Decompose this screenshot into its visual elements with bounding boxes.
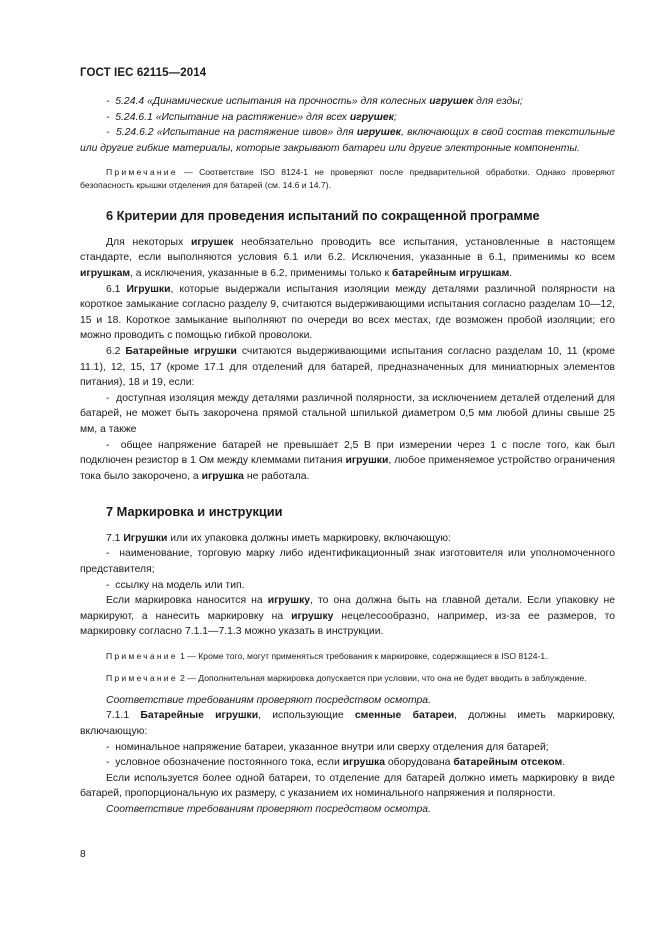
compliance-statement: Соответствие требованиям проверяют посредством осмотра.: [106, 694, 431, 706]
section-7-heading: 7 Маркировка и инструкции: [106, 504, 283, 520]
list-item: - условное обозначение постоянного тока, если игрушка оборудована батарейным отсеком.: [106, 757, 566, 769]
list-item: - 5.24.6.2 «Испытание на растяжение швов» для игрушек, включающих в свой состав текстильные или другие гибкие материалы, которые закрывают батареи или другие электронные компоненты.: [80, 127, 615, 154]
list-item: - 5.24.4 «Динамические испытания на прочность» для колесных игрушек для езды;: [106, 96, 523, 107]
paragraph: Для некоторых игрушек необязательно проводить все испытания, установленные в настоящем стандарте, если выполняются условия 6.1 или 6.2. Исключения, указанные в 6.1, применимы ко всем игрушкам, а исключения, указанные в 6.2, применимы только к батарейным игрушкам.: [80, 236, 615, 279]
list-item: - номинальное напряжение батареи, указанное внутри или сверху отделения для батарей;: [106, 741, 549, 753]
paragraph-7-1-1: 7.1.1 Батарейные игрушки, использующие сменные батареи, должны иметь маркировку, включающую:: [80, 710, 615, 738]
note: Примечание 2 — Дополнительная маркировка допускается при условии, что она не будет вводить в заблуждение.: [106, 673, 587, 684]
note: Примечание 1 — Кроме того, могут применяться требования к маркировке, содержащиеся в ISO 8124-1.: [106, 651, 548, 662]
list-item: - доступная изоляция между деталями различной полярности, за исключением деталей отделений для батарей, не может быть закорочена прямой стальной шпилькой диаметром 0,5 мм любой длины свыше 25 мм, а также: [80, 392, 616, 435]
paragraph-7-1: 7.1 Игрушки или их упаковка должны иметь маркировку, включающую:: [106, 532, 451, 544]
compliance-statement: Соответствие требованиям проверяют посредством осмотра.: [106, 804, 431, 815]
paragraph-6-2: 6.2 Батарейные игрушки считаются выдерживающими испытания согласно разделам 10, 11 (кроме 11.1), 12, 15, 17 (кроме 17.1 для отделений для батарей, предназначенных для миниатюрных элементов питания), 18 и 19, если:: [80, 345, 615, 389]
list-item: - ссылку на модель или тип.: [106, 579, 245, 591]
section-6-heading: 6 Критерии для проведения испытаний по сокращенной программе: [106, 208, 540, 224]
paragraph: Если используется более одной батареи, то отделение для батарей должно иметь маркировку в виде батарей, пропорциональную их размеру, с указанием их номинального напряжения и полярности.: [80, 772, 615, 800]
note: Примечание — Соответствие ISO 8124-1 не проверяют после предварительной обработки. Однако проверяют безопасность крышки отделения для батарей (см. 14.6 и 14.7).: [80, 167, 615, 190]
list-item: - наименование, торговую марку либо идентификационный знак изготовителя или уполномоченного представителя;: [80, 548, 615, 576]
paragraph: Если маркировка наносится на игрушку, то она должна быть на главной детали. Если упаковку не маркируют, а нанесить маркировку на игрушку нецелесообразно, например, из-за ее размеров, то маркировку согласно 7.1.1—7.1.3 можно указать в инструкции.: [80, 595, 616, 638]
list-item: - 5.24.6.1 «Испытание на растяжение» для всех игрушек;: [106, 111, 397, 123]
page-content: [80, 94, 615, 818]
page-number: 8: [80, 849, 86, 860]
list-item: - общее напряжение батарей не превышает 2,5 В при измерении через 1 с после того, как был подключен резистор в 1 Ом между клеммами питания игрушки, любое применяемое устройство ограничения тока было закорочено, а игрушка не работала.: [80, 439, 615, 482]
paragraph-6-1: 6.1 Игрушки, которые выдержали испытания изоляции между деталями различной полярности на короткое замыкание согласно разделу 9, считаются выдерживающими испытания согласно разделам 10—12, 15 и 18. Короткое замыкание выполняют по очереди во всех местах, где возможен пробой изоляции; его можно проводить с помощью гибкой проволоки.: [80, 283, 615, 342]
page-header: ГОСТ IEC 62115—2014: [80, 67, 207, 79]
